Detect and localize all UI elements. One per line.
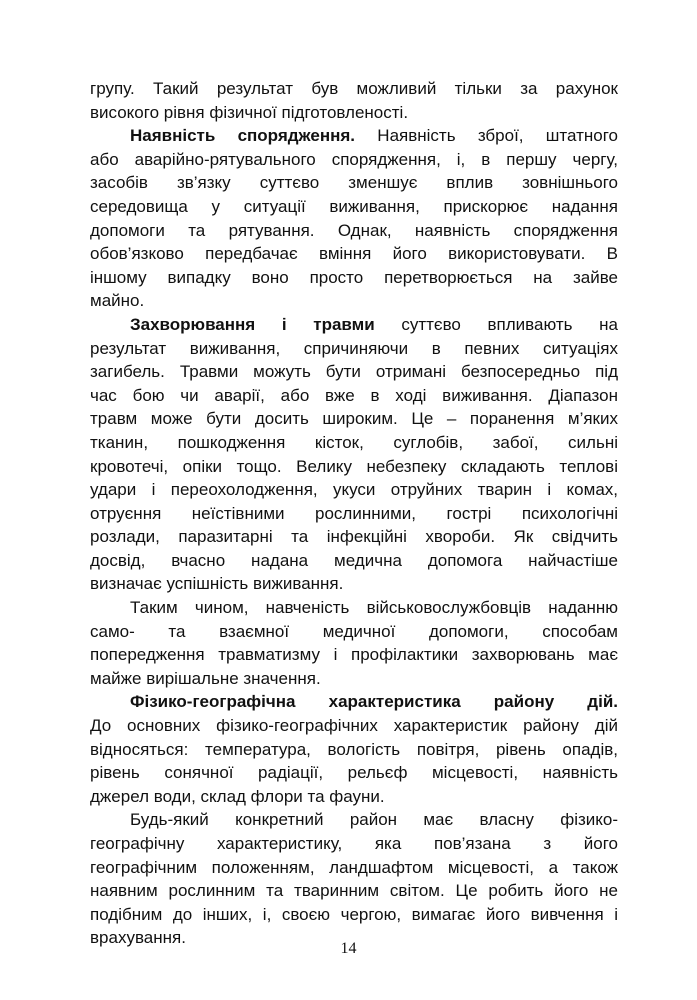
line-text: обов’язково передбачає вміння його використовувати. В xyxy=(90,244,618,264)
text-line xyxy=(90,808,618,832)
text-line xyxy=(90,455,618,479)
text-line xyxy=(90,596,618,620)
text-line xyxy=(90,124,618,148)
page-number: 14 xyxy=(340,940,357,957)
line-text: групу. Такий результат був можливий тільки за рахунок xyxy=(90,79,618,98)
text-line xyxy=(90,360,618,384)
text-line xyxy=(90,266,618,290)
line-text: досвід, вчасно надана медична допомога найчастіше xyxy=(90,550,618,570)
section-heading: Фізико-географічна характеристика району дій. xyxy=(130,692,618,712)
line-text: травм може бути досить широким. Це – поранення м’яких xyxy=(90,409,618,429)
text-line xyxy=(90,643,618,667)
line-text: середовища у ситуації виживання, прискорює надання xyxy=(90,196,618,216)
text-line xyxy=(90,195,618,219)
page-body xyxy=(90,77,618,950)
text-line xyxy=(90,620,618,644)
text-line xyxy=(90,879,618,903)
line-text: високого рівня фізичної підготовленості. xyxy=(90,102,409,122)
text-line xyxy=(90,525,618,549)
text-line xyxy=(90,101,618,125)
line-text: результат виживання, спричиняючи в певних ситуаціях xyxy=(90,338,618,358)
text-line xyxy=(90,407,618,431)
line-text: врахування. xyxy=(90,928,186,948)
line-text: час бою чи аварії, або вже в ході виживання. Діапазон xyxy=(90,385,618,405)
text-line xyxy=(90,549,618,573)
line-text: тканин, пошкодження кісток, суглобів, забої, сильні xyxy=(90,432,618,452)
text-line xyxy=(90,171,618,195)
section-heading: Захворювання і травми xyxy=(130,314,375,334)
line-text: рівень сонячної радіації, рельєф місцевості, наявність xyxy=(90,763,618,783)
text-line xyxy=(90,77,618,101)
text-line xyxy=(90,667,618,691)
section-heading: Наявність спорядження. xyxy=(130,126,356,146)
line-text: подібним до інших, і, своєю чергою, вимагає його вивчення і xyxy=(90,904,618,924)
line-text: Таким чином, навченість військовослужбовців наданню xyxy=(130,598,618,618)
text-line xyxy=(90,337,618,361)
line-text: наявним рослинним та тваринним світом. Це робить його не xyxy=(90,881,618,901)
text-line xyxy=(90,690,618,714)
line-text: удари і переохолодження, укуси отруйних тварин і комах, xyxy=(90,480,618,500)
text-line xyxy=(90,478,618,502)
text-line xyxy=(90,242,618,266)
line-text: географічну характеристику, яка пов’язана з його xyxy=(90,834,618,853)
line-text: попередження травматизму і профілактики захворювань має xyxy=(90,645,618,665)
line-text: джерел води, склад флори та фауни. xyxy=(90,786,385,806)
text-line xyxy=(90,219,618,243)
line-text: суттєво впливають на xyxy=(374,314,618,334)
line-text: засобів зв’язку суттєво зменшує вплив зовнішнього xyxy=(90,173,618,193)
line-text: кровотечі, опіки тощо. Велику небезпеку складають теплові xyxy=(90,456,618,476)
line-text: розлади, паразитарні та інфекційні хвороби. Як свідчить xyxy=(90,527,618,547)
text-line xyxy=(90,313,618,337)
text-line xyxy=(90,714,618,738)
line-text: визначає успішність виживання. xyxy=(90,574,344,594)
line-text: Будь-який конкретний район має власну фізико- xyxy=(130,810,618,830)
text-line xyxy=(90,903,618,927)
text-line xyxy=(90,431,618,455)
line-text: географічним положенням, ландшафтом місцевості, а також xyxy=(90,857,618,877)
line-text: або аварійно-рятувального спорядження, і, в першу чергу, xyxy=(90,149,618,169)
line-text: допомоги та рятування. Однак, наявність спорядження xyxy=(90,220,618,240)
line-text: До основних фізико-географічних характеристик району дій xyxy=(90,716,618,736)
text-line xyxy=(90,148,618,172)
text-line xyxy=(90,289,618,313)
line-text: відносяться: температура, вологість повітря, рівень опадів, xyxy=(90,739,618,759)
text-line xyxy=(90,738,618,762)
text-line xyxy=(90,856,618,880)
text-line xyxy=(90,572,618,596)
text-line xyxy=(90,502,618,526)
line-text: отруєння неїстівними рослинними, гострі психологічні xyxy=(90,503,618,523)
text-line xyxy=(90,384,618,408)
text-line xyxy=(90,785,618,809)
text-line xyxy=(90,761,618,785)
line-text: само- та взаємної медичної допомоги, способам xyxy=(90,621,618,641)
line-text: майно. xyxy=(90,291,145,311)
line-text: іншому випадку воно просто перетворюється на зайве xyxy=(90,267,618,287)
line-text: майже вирішальне значення. xyxy=(90,668,321,688)
line-text: Наявність зброї, штатного xyxy=(355,126,618,146)
line-text: загибель. Травми можуть бути отримані безпосередньо під xyxy=(90,362,618,382)
text-line xyxy=(90,832,618,856)
